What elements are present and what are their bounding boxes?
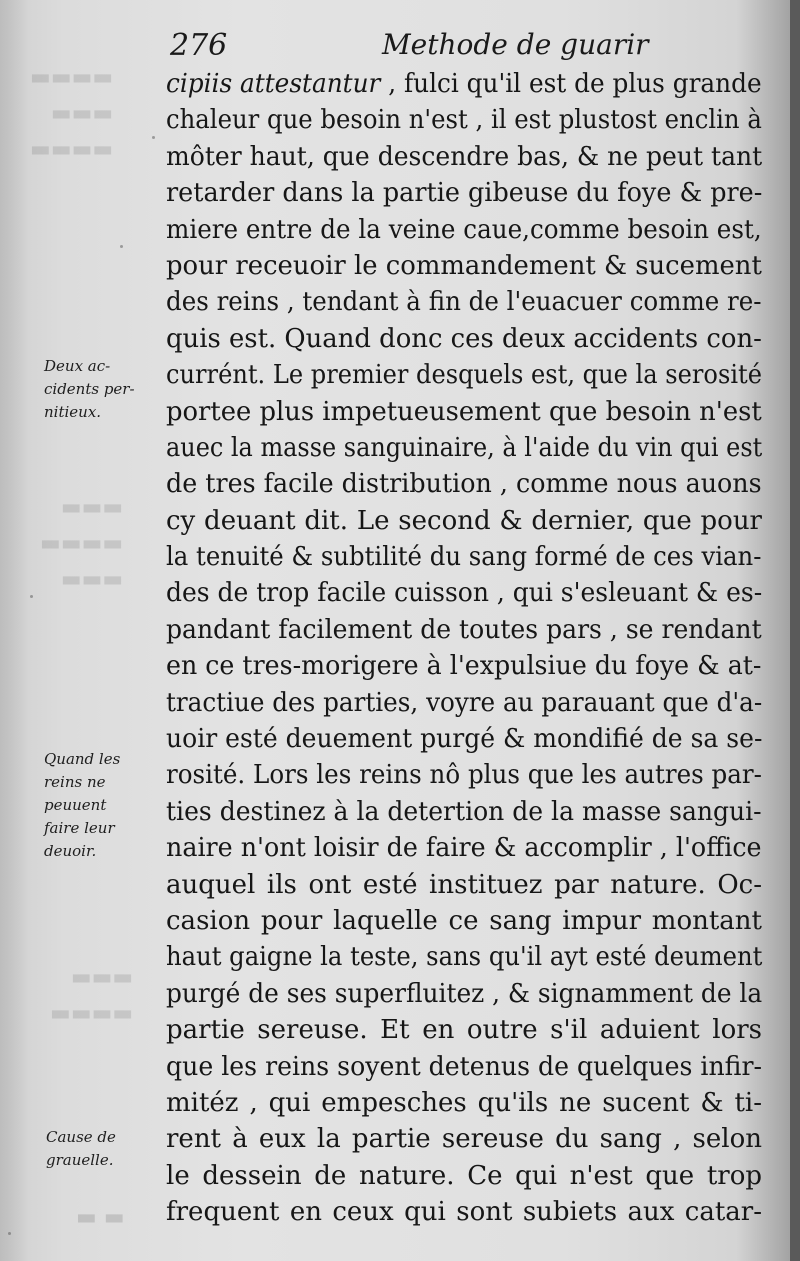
page-edge — [790, 0, 800, 1261]
margin-note-line: Deux ac- — [44, 357, 111, 375]
text-line: la tenuité & subtilité du sang formé de ces vian- — [166, 542, 762, 573]
text-line: pandant facilement de toutes pars , se rendant — [166, 614, 762, 645]
text-line: pour receuoir le commandement & sucement — [166, 250, 762, 281]
text-line: en ce tres-morigere à l'expulsiue du foye & at- — [166, 651, 762, 682]
paper-speck — [30, 595, 33, 598]
running-title: Methode de guarir — [382, 28, 649, 61]
text-line: ties destinez à la detertion de la masse sangui- — [166, 796, 762, 827]
margin-note-line: reins ne — [44, 773, 106, 791]
margin-note-line: faire leur — [44, 819, 115, 837]
text-line: miere entre de la veine caue,comme besoin est, — [166, 214, 762, 245]
show-through-signature: ▬ ▬ — [76, 1205, 125, 1230]
paper-speck — [8, 1232, 11, 1235]
first-line-roman: , fulci qu'il est de plus grande — [388, 69, 762, 99]
margin-note-quand-les-reins — [44, 748, 162, 863]
show-through-left: ▬▬▬▬ ▬▬▬ ▬▬▬▬ — [30, 65, 114, 162]
text-line: haut gaigne la teste, sans qu'il ayt esté deument — [166, 942, 763, 973]
show-through-mid: ▬▬▬ ▬▬▬▬ ▬▬▬ — [40, 495, 124, 592]
text-line: frequent en ceux qui sont subiets aux catar- — [166, 1197, 762, 1228]
spine-shadow — [0, 0, 28, 1261]
text-line: portee plus impetueusement que besoin n'est — [166, 396, 762, 427]
margin-note-line: grauelle. — [46, 1151, 114, 1169]
text-line: cy deuant dit. Le second & dernier, que pour — [166, 505, 762, 536]
margin-note-line: Cause de — [46, 1128, 116, 1146]
margin-note-line: nitieux. — [44, 403, 102, 421]
text-line: quis est. Quand donc ces deux accidents con- — [166, 323, 762, 354]
text-line: que les reins soyent detenus de quelques infir- — [166, 1051, 763, 1082]
text-line: auec la masse sanguinaire, à l'aide du vin qui est — [166, 432, 763, 463]
text-line: currént. Le premier desquels est, que la serosité — [166, 360, 762, 391]
text-line: tractiue des parties, voyre au parauant que d'a- — [166, 687, 763, 718]
text-line: purgé de ses superfluitez , & signamment de la — [166, 978, 763, 1009]
margin-note-line: deuoir. — [44, 842, 97, 860]
text-line: partie sereuse. Et en outre s'il aduient lors — [166, 1015, 762, 1046]
text-line: casion pour laquelle ce sang impur montant — [166, 905, 762, 936]
text-line: de tres facile distribution , comme nous auons — [166, 469, 762, 500]
paper-speck — [120, 245, 123, 248]
text-line: des reins , tendant à fin de l'euacuer comme re- — [166, 287, 762, 318]
text-line: uoir esté deuement purgé & mondifié de sa se- — [166, 724, 763, 755]
page-number: 276 — [170, 28, 228, 63]
margin-note-line: Quand les — [44, 750, 121, 768]
paper-speck — [152, 136, 155, 139]
margin-note-cause-de-grauelle — [46, 1126, 164, 1172]
text-line: môter haut, que descendre bas, & ne peut tant — [166, 141, 763, 172]
text-line: auquel ils ont esté instituez par nature. Oc- — [166, 869, 762, 900]
text-line: naire n'ont loisir de faire & accomplir , l'office — [166, 833, 762, 864]
margin-note-line: cidents per- — [44, 380, 135, 398]
text-line: rent à eux la partie sereuse du sang , selon — [166, 1124, 762, 1155]
text-line: rosité. Lors les reins nô plus que les autres par- — [166, 760, 762, 791]
first-line-italic: cipiis attestantur — [166, 69, 381, 99]
text-line: chaleur que besoin n'est , il est plustost enclin à — [166, 105, 762, 136]
text-line: des de trop facile cuisson , qui s'esleuant & es- — [166, 578, 763, 609]
text-line: retarder dans la partie gibeuse du foye & pre- — [166, 178, 763, 209]
margin-note-deux-accidents — [44, 355, 162, 424]
show-through-low: ▬▬▬ ▬▬▬▬ — [50, 965, 134, 1026]
text-line: mitéz , qui empesches qu'ils ne sucent & ti- — [166, 1087, 762, 1118]
text-line-1 — [166, 66, 762, 102]
body-text — [166, 66, 762, 1231]
margin-note-line: peuuent — [44, 796, 107, 814]
text-line: le dessein de nature. Ce qui n'est que trop — [166, 1160, 762, 1191]
